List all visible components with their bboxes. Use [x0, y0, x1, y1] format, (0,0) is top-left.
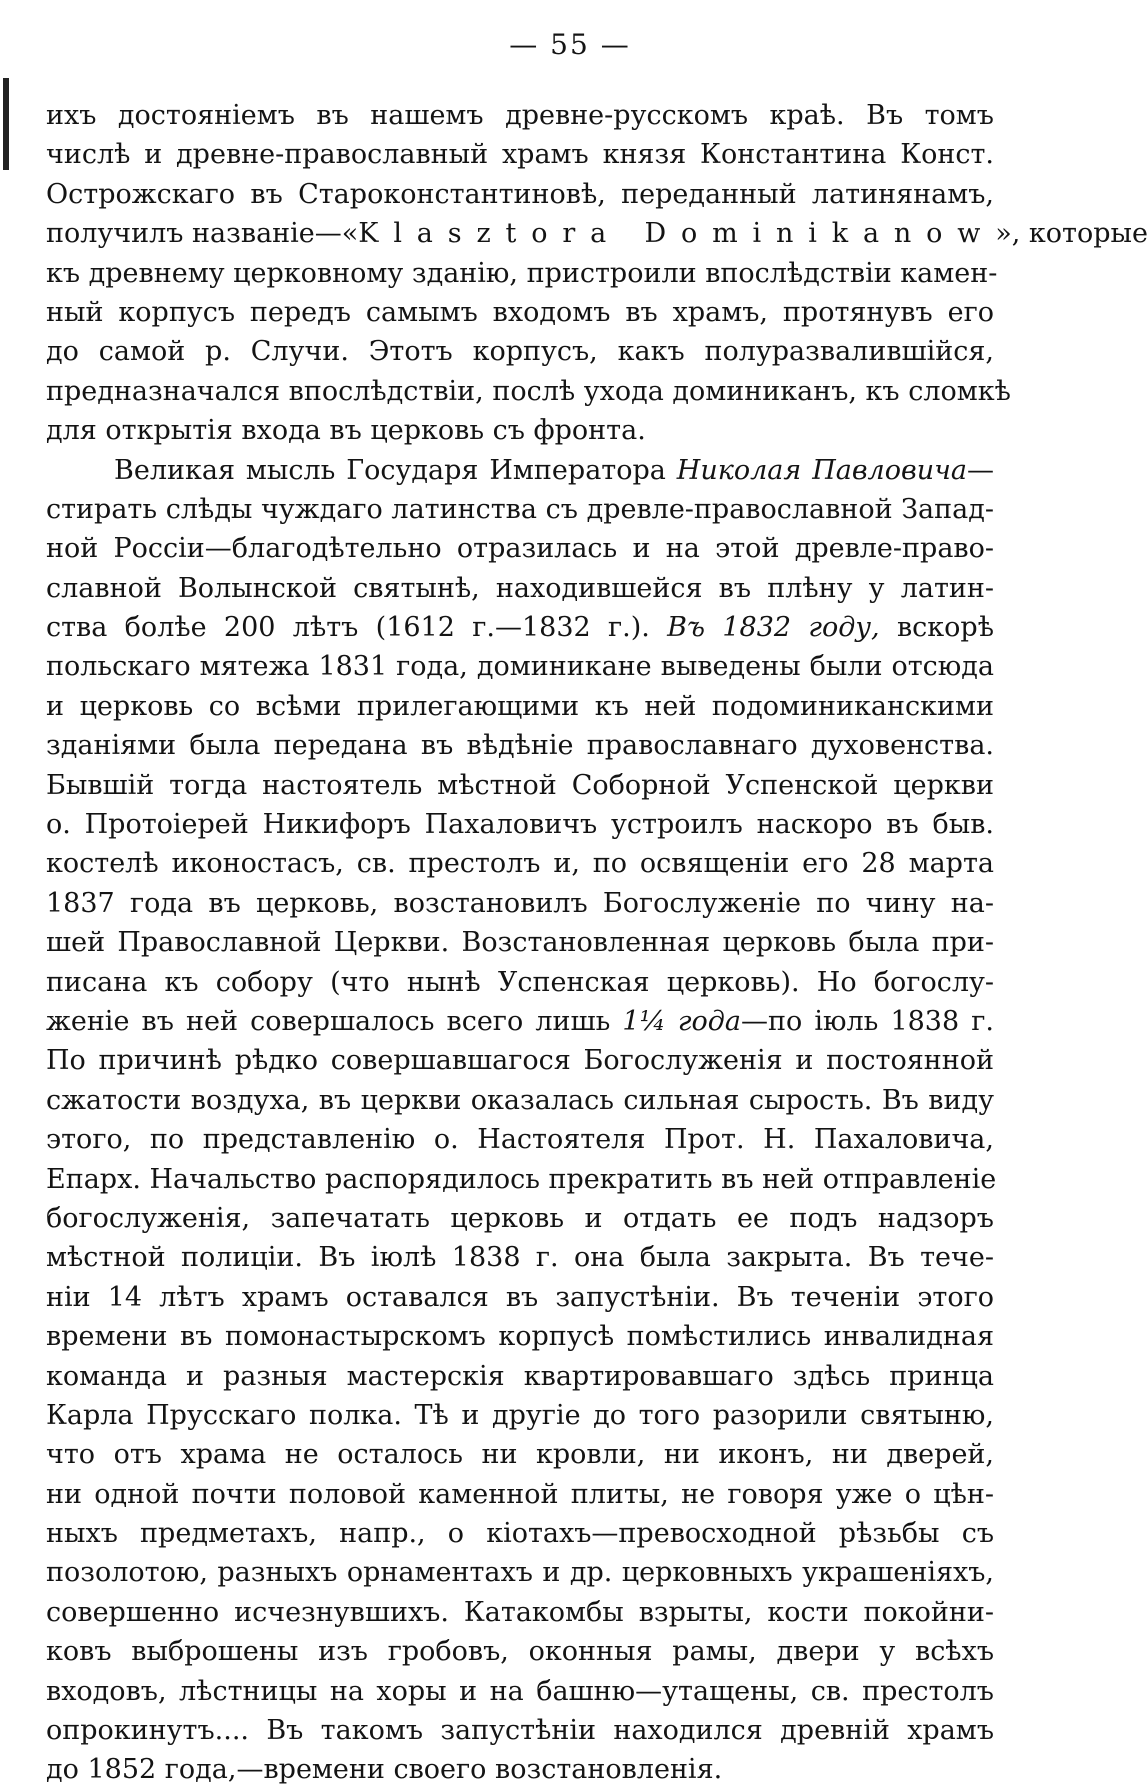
text-line: ной Россіи—благодѣтельно отразилась и на этой древле-право-: [46, 533, 994, 565]
text-line: Епарх. Начальство распорядилось прекратить въ ней отправленіе: [46, 1163, 997, 1195]
text-segment: получилъ названіе—«: [46, 218, 359, 250]
text-line: писана къ собору (что нынѣ Успенская церковь). Но богослу-: [46, 966, 994, 998]
text-line: о. Протоіерей Никифоръ Пахаловичъ устроилъ наскоро въ быв.: [46, 809, 994, 841]
text-segment: женіе въ ней совершалось всего лишь: [46, 1005, 623, 1037]
text-line: ни одной почти половой каменной плиты, не говоря уже о цѣн-: [46, 1478, 994, 1510]
italic-duration: 1¼ года: [622, 1005, 741, 1037]
text-line: предназначался впослѣдствіи, послѣ ухода доминиканъ, къ сломкѣ: [46, 375, 1011, 407]
scan-edge-mark: [3, 78, 9, 170]
text-segment: —по іюль 1838 г.: [740, 1005, 995, 1037]
text-line: славной Волынской святынѣ, находившейся въ плѣну у латин-: [46, 572, 994, 604]
italic-date: Въ 1832 году,: [667, 612, 880, 644]
text-line: ный корпусъ передъ самымъ входомъ въ храмъ, протянувъ его: [46, 296, 994, 328]
text-line: ніи 14 лѣтъ храмъ оставался въ запустѣніи. Въ теченіи этого: [46, 1281, 994, 1313]
text-line: богослуженія, запечатать церковь и отдать ее подъ надзоръ: [46, 1202, 994, 1234]
text-segment: вскорѣ: [879, 612, 994, 644]
text-line: для открытія входа въ церковь съ фронта.: [46, 415, 646, 447]
text-line: Карла Прусскаго полка. Тѣ и другіе до того разорили святыню,: [46, 1399, 994, 1431]
text-line: совершенно исчезнувшихъ. Катакомбы взрыты, кости покойни-: [46, 1596, 994, 1628]
text-line: и церковь со всѣми прилегающими къ ней подоминиканскими: [46, 690, 994, 722]
text-line: Острожскаго въ Староконстантиновѣ, переданный латинянамъ,: [46, 178, 994, 210]
text-line: сжатости воздуха, въ церкви оказалась сильная сырость. Въ виду: [46, 1084, 994, 1116]
text-line: польскаго мятежа 1831 года, доминикане выведены были отсюда: [46, 651, 994, 683]
text-line: до самой р. Случи. Этотъ корпусъ, какъ полуразвалившійся,: [46, 336, 994, 368]
text-segment: —: [967, 454, 995, 486]
body-text: [46, 96, 1148, 1790]
text-line: стирать слѣды чуждаго латинства съ древле-православной Запад-: [46, 493, 994, 525]
text-line: ковъ выброшены изъ гробовъ, оконныя рамы, двери у всѣхъ: [46, 1636, 994, 1668]
text-line: [46, 214, 1148, 253]
text-line: [46, 1002, 994, 1041]
text-line: костелѣ иконостасъ, св. престолъ и, по освященіи его 28 марта: [46, 848, 994, 880]
text-line: позолотою, разныхъ орнаментахъ и др. церковныхъ украшеніяхъ,: [46, 1557, 994, 1589]
text-line: 1837 года въ церковь, возстановилъ Богослуженіе по чину на-: [46, 887, 994, 919]
text-line: числѣ и древне-православный храмъ князя Константина Конст.: [46, 139, 994, 171]
text-segment: ства болѣе 200 лѣтъ (1612 г.—1832 г.).: [46, 612, 668, 644]
page-number: — 55 —: [509, 28, 631, 61]
text-segment: », которые: [995, 218, 1148, 250]
text-line: мѣстной полиціи. Въ іюлѣ 1838 г. она была закрыта. Въ тече-: [46, 1242, 994, 1274]
text-line: По причинѣ рѣдко совершавшагося Богослуженія и постоянной: [46, 1045, 994, 1077]
text-line: до 1852 года,—времени своего возстановленія.: [46, 1754, 723, 1786]
text-line: [46, 451, 994, 490]
text-line: ныхъ предметахъ, напр., о кіотахъ—превосходной рѣзьбы съ: [46, 1518, 994, 1550]
text-line: времени въ помонастырскомъ корпусѣ помѣстились инвалидная: [46, 1321, 994, 1353]
italic-name: Николая Павловича: [676, 454, 968, 486]
text-line: этого, по представленію о. Настоятеля Прот. Н. Пахаловича,: [46, 1124, 994, 1156]
text-line: Бывшій тогда настоятель мѣстной Соборной Успенской церкви: [46, 769, 994, 801]
text-line: опрокинутъ.... Въ такомъ запустѣніи находился древній храмъ: [46, 1715, 994, 1747]
text-segment: Великая мысль Государя Императора: [114, 454, 677, 486]
text-line: къ древнему церковному зданію, пристроили впослѣдствіи камен-: [46, 257, 998, 289]
text-line: входовъ, лѣстницы на хоры и на башню—утащены, св. престолъ: [46, 1675, 994, 1707]
text-line: ихъ достояніемъ въ нашемъ древне-русскомъ краѣ. Въ томъ: [46, 100, 994, 131]
text-line: зданіями была передана въ вѣдѣніе православнаго духовенства.: [46, 730, 994, 762]
spaced-latin-name: Klasztora Dominikanow: [358, 218, 996, 250]
text-line: команда и разныя мастерскія квартировавшаго здѣсь принца: [46, 1360, 994, 1392]
text-line: шей Православной Церкви. Возстановленная церковь была при-: [46, 927, 994, 959]
text-line: [46, 608, 994, 647]
text-line: что отъ храма не осталось ни кровли, ни иконъ, ни дверей,: [46, 1439, 994, 1471]
